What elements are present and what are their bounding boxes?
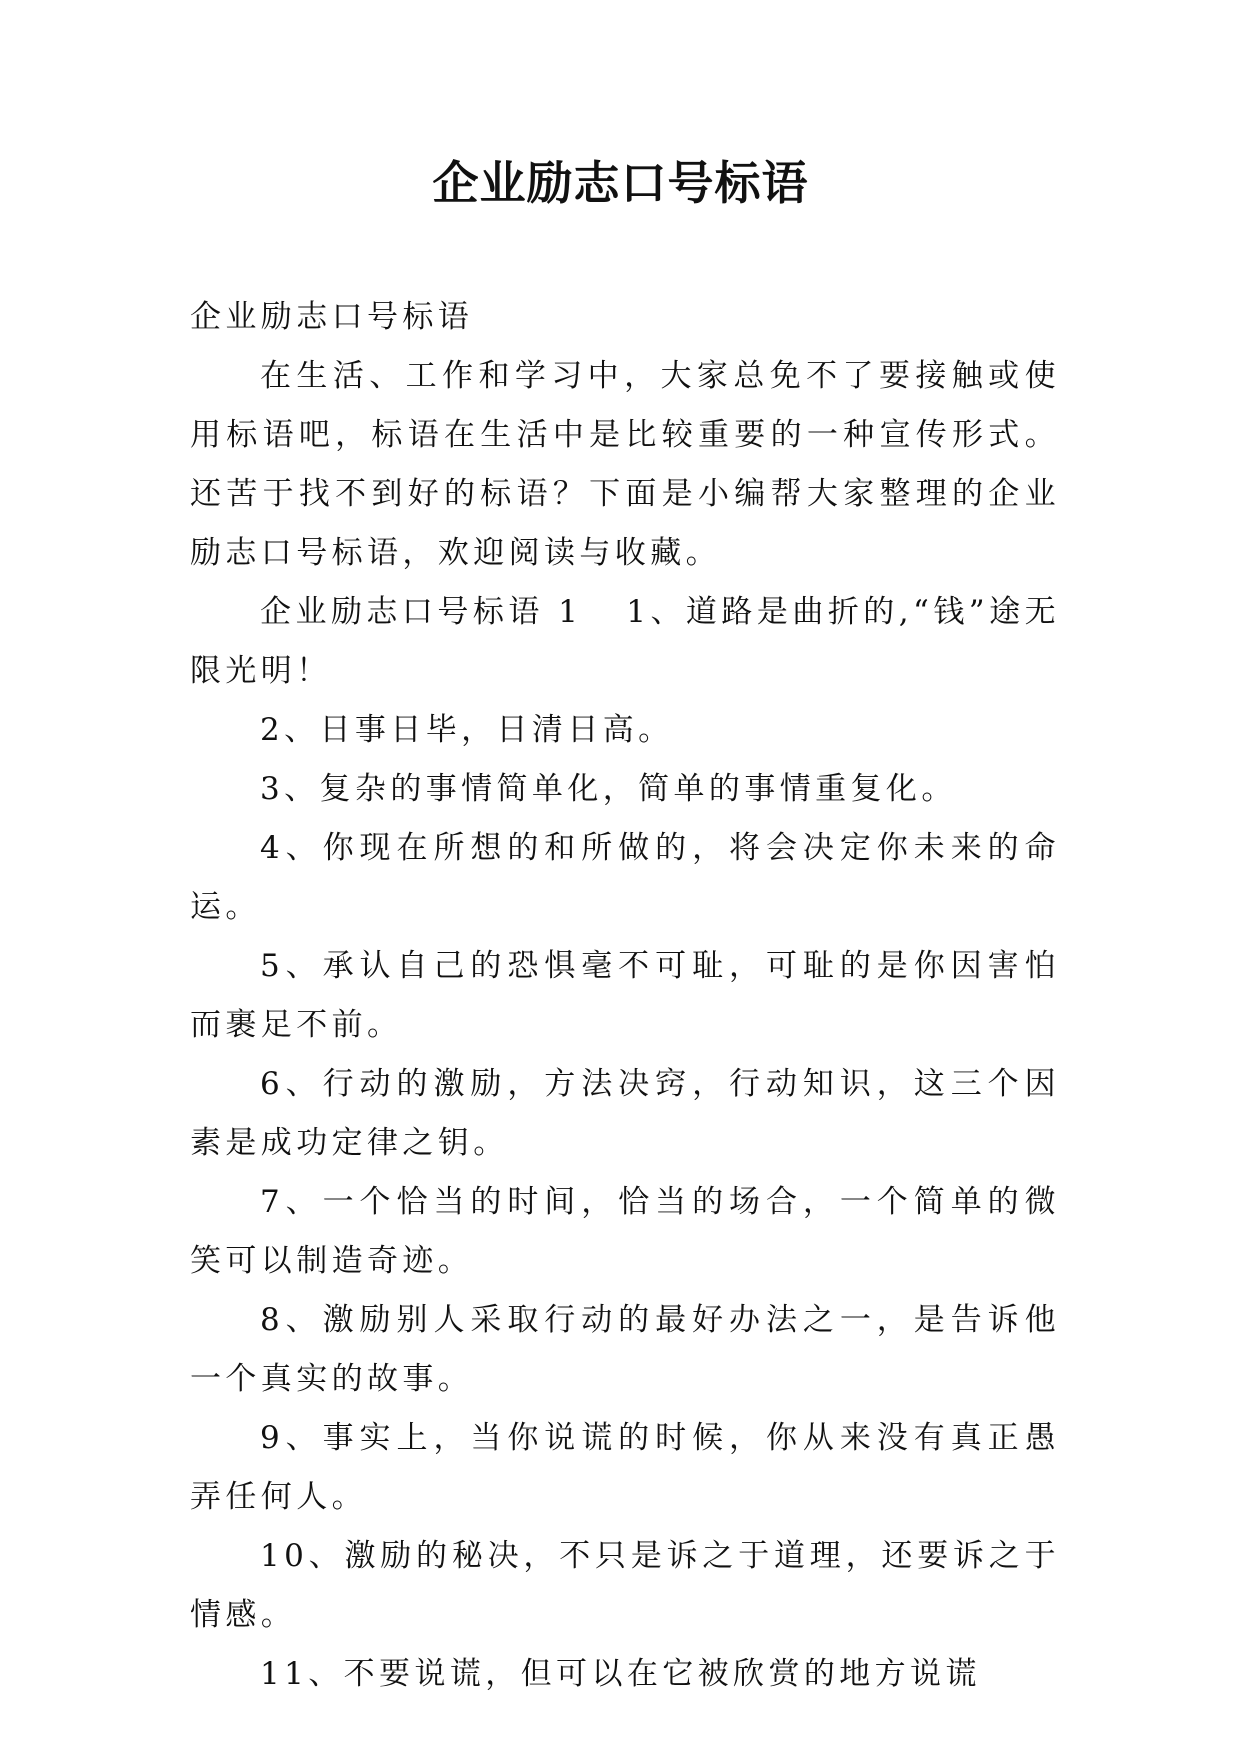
slogan-item-7: 7、一个恰当的时间，恰当的场合，一个简单的微笑可以制造奇迹。 bbox=[190, 1184, 1060, 1279]
slogan-item-3: 3、复杂的事情简单化，简单的事情重复化。 bbox=[260, 771, 957, 807]
slogan-item-6: 6、行动的激励，方法决窍，行动知识，这三个因素是成功定律之钥。 bbox=[190, 1066, 1060, 1161]
section-heading: 企业励志口号标语 1 bbox=[260, 594, 583, 630]
slogan-item-8: 8、激励别人采取行动的最好办法之一，是告诉他一个真实的故事。 bbox=[190, 1302, 1060, 1397]
intro-paragraph: 在生活、工作和学习中，大家总免不了要接触或使用标语吧，标语在生活中是比较重要的一种宣传形式。还苦于找不到好的标语？下面是小编帮大家整理的企业励志口号标语，欢迎阅读与收藏。 bbox=[190, 358, 1060, 571]
document-body bbox=[190, 288, 1060, 1704]
slogan-item-2: 2、日事日毕，日清日高。 bbox=[260, 712, 674, 748]
slogan-item-4: 4、你现在所想的和所做的，将会决定你未来的命运。 bbox=[190, 830, 1060, 925]
subtitle-paragraph: 企业励志口号标语 bbox=[190, 299, 474, 335]
slogan-item-1: 1、道路是曲折的,“钱”途无限光明！ bbox=[190, 594, 1061, 689]
document-title: 企业励志口号标语 bbox=[432, 156, 809, 210]
slogan-item-11: 11、不要说谎，但可以在它被欣赏的地方说谎 bbox=[260, 1656, 981, 1692]
section-paragraph bbox=[190, 583, 1060, 701]
slogan-item-10: 10、激励的秘决，不只是诉之于道理，还要诉之于情感。 bbox=[190, 1538, 1060, 1633]
slogan-item-5: 5、承认自己的恐惧毫不可耻，可耻的是你因害怕而裹足不前。 bbox=[190, 948, 1060, 1043]
slogan-item-9: 9、事实上，当你说谎的时候，你从来没有真正愚弄任何人。 bbox=[190, 1420, 1060, 1515]
